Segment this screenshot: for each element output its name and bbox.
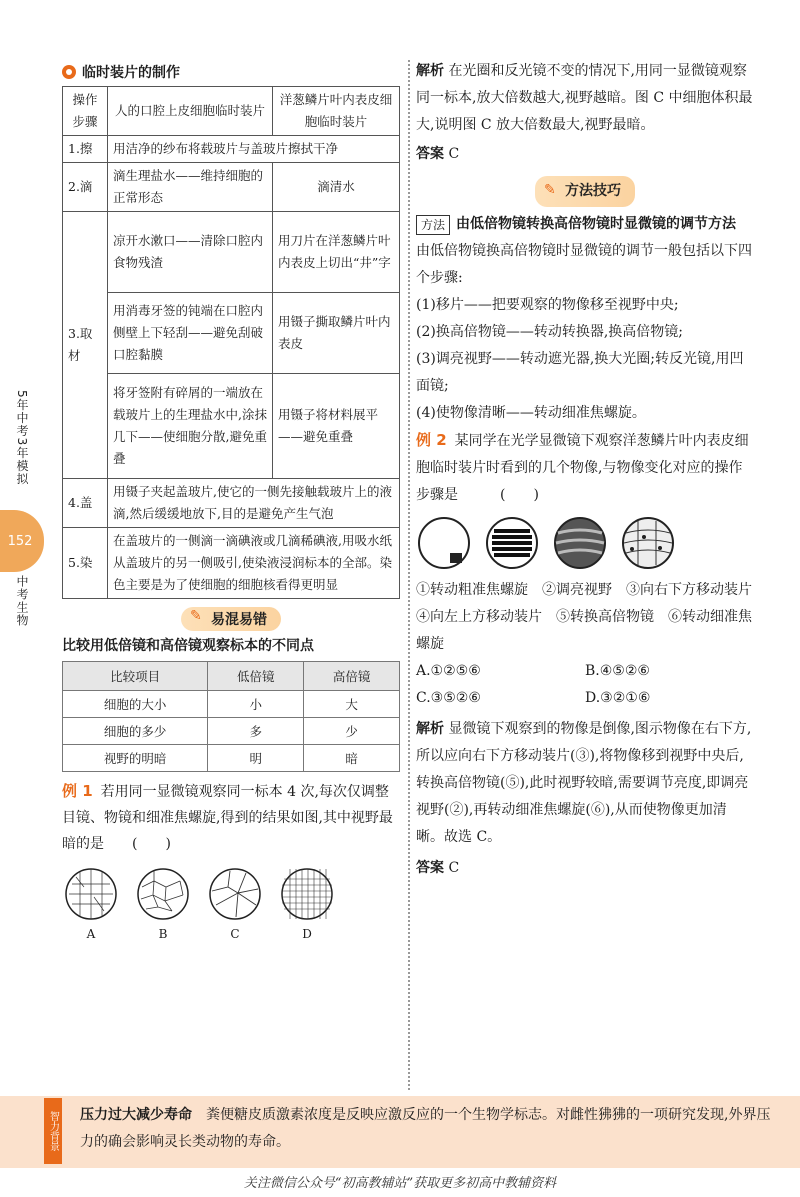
method-banner: ✎ 方法技巧 [416,176,754,207]
table-cell: 用镊子撕取鳞片叶内表皮 [273,293,400,374]
analysis-2 [416,716,754,851]
analysis-text: 在光圈和反光镜不变的情况下,用同一显微镜观察同一标本,放大倍数越大,视野越暗。图 C 中细胞体积最大,说明图 C 放大倍数最大,视野最暗。 [416,63,753,133]
background-box [0,1096,800,1168]
table-row: 细胞的多少 多 少 [63,718,400,745]
image-d: D [278,867,336,941]
analysis-label: 解析 [416,721,444,737]
step-item: (2)换高倍物镜——转动转换器,换高倍物镜; [416,324,683,340]
answer-value: C [448,860,460,876]
example-text: 某同学在光学显微镜下观察洋葱鳞片叶内表皮细胞临时装片时看到的几个物像,与物像变化对应的操作步骤是 ( ) [416,433,749,503]
cell-image-icon [280,867,334,921]
image-c: C [206,867,264,941]
example-2-images [416,515,754,571]
method-title: 由低倍物镜转换高倍物镜时显微镜的调节方法 [456,216,737,232]
cell-image-icon [64,867,118,921]
background-text: 压力过大减少寿命 粪便糖皮质激素浓度是反映应激反应的一个生物学标志。对雌性狒狒的一项研究发现,外界压力的确会影响灵长类动物的寿命。 [80,1107,771,1150]
cell-image-icon [208,867,262,921]
answer-label: 答案 [416,146,444,162]
table-header: 高倍镜 [304,662,400,691]
background-tag: 智力背景 [44,1098,62,1164]
image-a: A [62,867,120,941]
table-cell: 凉开水漱口——清除口腔内食物残渣 [108,212,273,293]
method-tag: 方法 [416,215,450,235]
book-title: 5年中考3年模拟 [15,390,29,486]
step-item: (4)使物像清晰——转动细准焦螺旋。 [416,405,646,421]
left-column [62,58,400,941]
table-header: 洋葱鳞片叶内表皮细胞临时装片 [273,87,400,136]
method-heading [416,211,754,238]
method-intro: 由低倍物镜换高倍物镜时显微镜的调节一般包括以下四个步骤: [416,243,752,286]
analysis-text: 显微镜下观察到的物像是倒像,图示物像在右下方,所以应向右下方移动装片(③),将物像移到视野中央后,转换高倍物镜(⑤),此时视野较暗,需要调节亮度,即调亮视野(②),再转动细准焦螺旋(⑥),从而使物像更加清晰。故选 C。 [416,721,752,845]
view-image-icon [620,515,676,571]
table-cell: 用镊子夹起盖玻片,使它的一侧先接触载玻片上的液滴,然后缓缓地放下,目的是避免产生气泡 [108,479,400,528]
analysis-label: 解析 [416,63,444,79]
table-header: 比较项目 [63,662,208,691]
step-cell: 4.盖 [63,479,108,528]
cell-image-icon [136,867,190,921]
answer-2 [416,855,754,882]
answer-1 [416,141,754,168]
page-number: 152 [0,510,44,572]
step-cell: 3.取材 [63,212,108,479]
option-b: B.④⑤②⑥ [585,663,650,679]
table-cell: 用洁净的纱布将载玻片与盖玻片擦拭干净 [108,136,400,163]
step-cell: 2.滴 [63,163,108,212]
answer-label: 答案 [416,860,444,876]
subject-label: 中考生物 [15,575,29,627]
table-header: 人的口腔上皮细胞临时装片 [108,87,273,136]
image-b: B [134,867,192,941]
section-title: 临时装片的制作 [62,58,400,86]
table-header: 低倍镜 [208,662,304,691]
step-item: (3)调亮视野——转动遮光器,换大光圈;转反光镜,用凹面镜; [416,351,744,394]
table-header: 操作步骤 [63,87,108,136]
background-title: 压力过大减少寿命 [80,1107,192,1123]
step-cell: 1.擦 [63,136,108,163]
example-label: 例 2 [416,431,447,449]
column-divider [408,60,410,1090]
view-image-icon [484,515,540,571]
option-c: C.③⑤②⑥ [416,690,481,706]
right-column [416,58,766,882]
answer-value: C [448,146,460,162]
table-cell: 用刀片在洋葱鳞片叶内表皮上切出“井”字 [273,212,400,293]
table-row: 视野的明暗 明 暗 [63,745,400,772]
option-d: D.③②①⑥ [585,690,651,706]
step-cell: 5.染 [63,528,108,599]
step-item: (1)移片——把要观察的物像移至视野中央; [416,297,679,313]
table-cell: 滴生理盐水——维持细胞的正常形态 [108,163,273,212]
table-cell: 将牙签附有碎屑的一端放在载玻片上的生理盐水中,涂抹几下——使细胞分散,避免重叠 [108,374,273,479]
confusion-banner: ✎ 易混易错 [62,607,400,631]
table-cell: 滴清水 [273,163,400,212]
analysis-1 [416,58,754,139]
table-cell: 在盖玻片的一侧滴一滴碘液或几滴稀碘液,用吸水纸从盖玻片的另一侧吸引,使染液浸润标本的全部。染色主要是为了使细胞的细胞核看得更明显 [108,528,400,599]
option-a: A.①②⑤⑥ [416,663,481,679]
footer-note: 关注微信公众号“初高教辅站”获取更多初高中教辅资料 [243,1176,557,1191]
example-1-images [62,867,400,941]
table-cell: 用消毒牙签的钝端在口腔内侧壁上下轻刮——避免刮破口腔黏膜 [108,293,273,374]
procedure-table [62,86,400,599]
table-cell: 用镊子将材料展平——避免重叠 [273,374,400,479]
compare-table [62,661,400,772]
example-text: 若用同一显微镜观察同一标本 4 次,每次仅调整目镜、物镜和细准焦螺旋,得到的结果如图,其中视野最暗的是 ( ) [62,784,393,852]
operations-list: ①转动粗准焦螺旋 ②调亮视野 ③向右下方移动装片 ④向左上方移动装片 ⑤转换高倍物镜 ⑥转动细准焦螺旋 [416,582,766,652]
answer-options [416,658,754,712]
table-row: 细胞的大小 小 大 [63,691,400,718]
compare-title: 比较用低倍镜和高倍镜观察标本的不同点 [62,638,314,654]
example-2 [416,427,754,509]
example-label: 例 1 [62,782,93,800]
target-icon [62,65,76,79]
view-image-icon [416,515,472,571]
example-1 [62,778,400,857]
view-image-icon [552,515,608,571]
